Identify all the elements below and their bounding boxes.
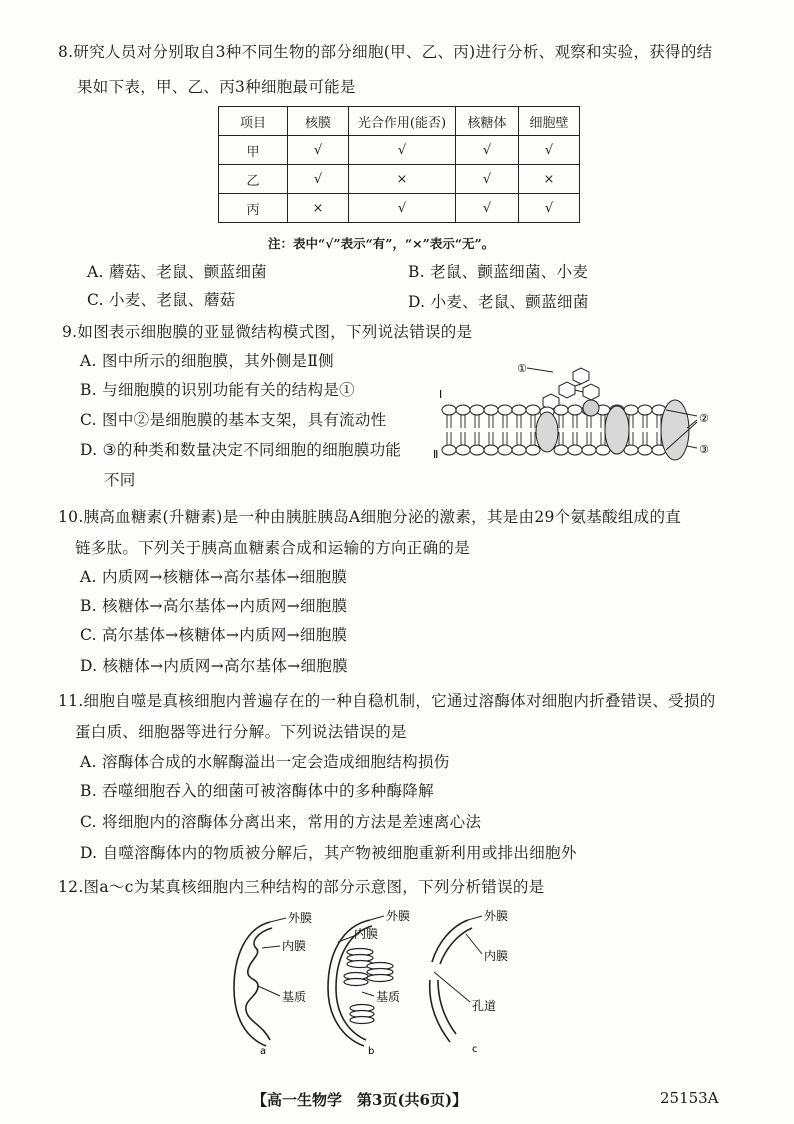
table-cell: √ [519,136,580,165]
q9-option-c[interactable]: C. 图中②是细胞膜的基本支架，具有流动性 [80,411,387,429]
q8-option-d[interactable]: D. 小麦、老鼠、颤蓝细菌 [408,293,589,311]
q9-stem: 9.如图表示细胞膜的亚显微结构模式图，下列说法错误的是 [62,323,473,341]
side-label-bottom: Ⅱ [433,448,439,461]
table-cell: √ [456,136,519,165]
structure-a-inner-membrane [246,928,272,1040]
c-pore-label: 孔道 [472,999,497,1013]
table-cell: √ [288,165,349,194]
q10-stem-line1: 10.胰高血糖素(升糖素)是一种由胰脏胰岛A细胞分泌的激素，其是由29个氨基酸组成的直 [58,508,682,526]
page-footer-code: 25153A [660,1089,719,1107]
c-inner-label: 内膜 [484,949,509,963]
table-cell: × [519,165,580,194]
table-cell: √ [349,194,456,223]
membrane-diagram [425,350,725,470]
table-row [219,165,580,194]
table-header-cell: 项目 [219,107,288,136]
q10-option-d[interactable]: D. 核糖体→内质网→高尔基体→细胞膜 [80,657,348,675]
table-cell: √ [456,165,519,194]
table-cell: 丙 [219,194,288,223]
table-cell: √ [519,194,580,223]
q11-option-c[interactable]: C. 将细胞内的溶酶体分离出来，常用的方法是差速离心法 [80,813,482,831]
side-label-top: Ⅰ [439,388,443,401]
b-inner-label: 内膜 [354,927,379,941]
q10-option-b[interactable]: B. 核糖体→高尔基体→内质网→细胞膜 [80,597,348,615]
label-1: ① [517,362,527,375]
label-2: ② [699,412,709,425]
q8-table-note: 注：表中“√”表示“有”，“×”表示“无”。 [268,236,495,251]
q11-option-d[interactable]: D. 自噬溶酶体内的物质被分解后，其产物被细胞重新利用或排出细胞外 [80,844,577,862]
organelle-diagram [228,906,528,1066]
b-outer-label: 外膜 [386,909,411,923]
q8-stem-line1: 8.研究人员对分别取自3种不同生物的部分细胞(甲、乙、丙)进行分析、观察和实验，获得的结 [58,43,713,61]
table-cell: × [288,194,349,223]
q9-option-d-continued: 不同 [104,471,136,489]
table-header-cell: 核糖体 [456,107,519,136]
a-inner-label: 内膜 [282,939,307,953]
q8-option-a[interactable]: A. 蘑菇、老鼠、颤蓝细菌 [87,263,267,281]
q10-option-a[interactable]: A. 内质网→核糖体→高尔基体→细胞膜 [80,568,348,586]
table-row [219,194,580,223]
table-header-cell: 核膜 [288,107,349,136]
q10-stem-line2: 链多肽。下列关于胰高血糖素合成和运输的方向正确的是 [75,539,471,557]
structure-c-outer-membrane-lower [430,980,450,1042]
q8-table [218,106,580,223]
b-matrix-label: 基质 [376,990,401,1004]
q8-option-c[interactable]: C. 小麦、老鼠、蘑菇 [87,291,236,309]
table-cell: √ [349,136,456,165]
structure-a-outer-membrane [234,922,270,1046]
table-cell: 甲 [219,136,288,165]
b-tag: b [368,1046,375,1057]
c-outer-label: 外膜 [484,909,509,923]
q11-stem-line2: 蛋白质、细胞器等进行分解。下列说法错误的是 [75,723,407,741]
thylakoid-stacks [344,949,393,1024]
q10-option-c[interactable]: C. 高尔基体→核糖体→内质网→细胞膜 [80,626,348,644]
structure-c-inner-membrane [440,928,472,964]
page-footer-title: 【高一生物学 第3页(共6页)】 [252,1091,468,1109]
table-cell: 乙 [219,165,288,194]
label-3: ③ [699,443,709,456]
q9-option-b[interactable]: B. 与细胞膜的识别功能有关的结构是① [80,381,355,399]
q9-option-a[interactable]: A. 图中所示的细胞膜，其外侧是Ⅱ侧 [80,352,334,370]
a-matrix-label: 基质 [282,990,307,1004]
q11-option-a[interactable]: A. 溶酶体合成的水解酶溢出一定会造成细胞结构损伤 [80,753,450,771]
table-header-cell: 细胞壁 [519,107,580,136]
table-cell: √ [456,194,519,223]
a-tag: a [260,1046,267,1057]
table-cell: × [349,165,456,194]
table-row [219,136,580,165]
q11-stem-line1: 11.细胞自噬是真核细胞内普遍存在的一种自稳机制，它通过溶酶体对细胞内折叠错误、受损的 [58,692,716,710]
c-tag: c [472,1044,478,1055]
q12-stem: 12.图a～c为某真核细胞内三种结构的部分示意图，下列分析错误的是 [58,878,545,896]
q8-option-b[interactable]: B. 老鼠、颤蓝细菌、小麦 [408,263,589,281]
table-header-cell: 光合作用(能否) [349,107,456,136]
q11-option-b[interactable]: B. 吞噬细胞吞入的细菌可被溶酶体中的多种酶降解 [80,782,434,800]
table-cell: √ [288,136,349,165]
a-outer-label: 外膜 [288,911,313,925]
structure-c-outer-membrane [432,920,468,962]
q8-stem-line2: 果如下表，甲、乙、丙3种细胞最可能是 [77,78,356,96]
q9-option-d[interactable]: D. ③的种类和数量决定不同细胞的细胞膜功能 [80,441,402,459]
